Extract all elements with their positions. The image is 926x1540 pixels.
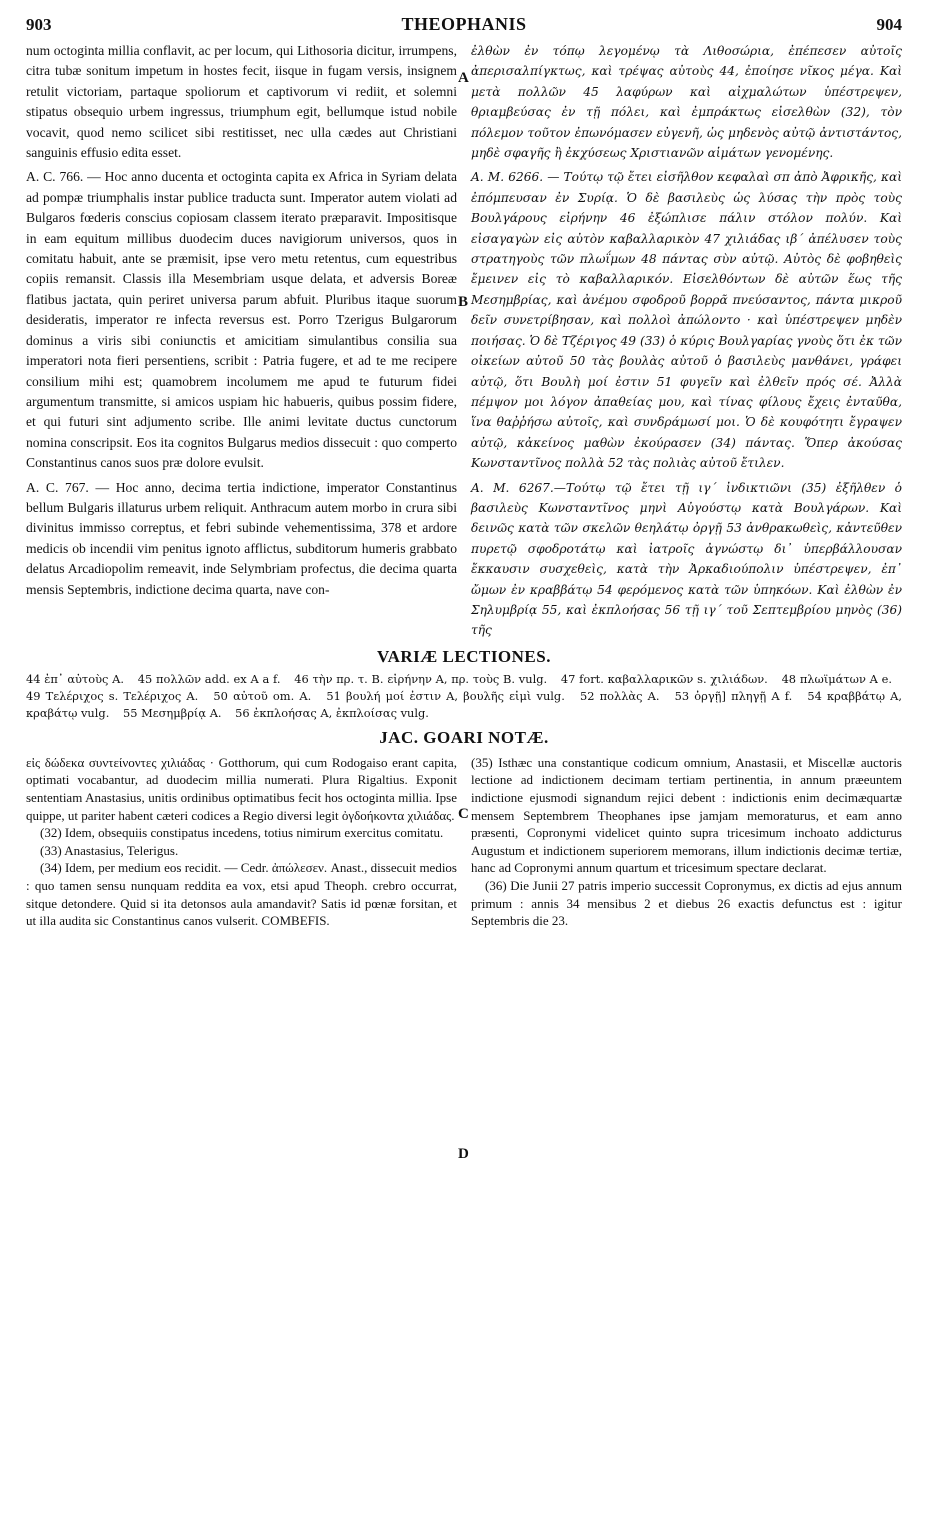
notes-title: JAC. GOARI NOTÆ.: [379, 727, 549, 747]
greek-paragraph: A. M. 6267.—Τούτῳ τῷ ἔτει τῇ ιγ΄ ἰνδικτιῶνι (35) ἐξῆλθεν ὁ βασιλεὺς Κωνσταντῖνος μηνὶ Αὐγούστῳ κατὰ Βουλγάρων. Καὶ δεινῶς κατὰ τῶν σκελῶν θεηλάτῳ ὀργῇ 53 ἀνθρακωθεὶς, κἀντεῦθεν πυρετῷ σφοδροτάτῳ καὶ ἰατροῖς ἀγνώστῳ δι᾽ ὑπερβάλλουσαν ἔκκαυσιν συσχεθεὶς, κατὰ τὴν Ἀρκαδιούπολιν ὑπέστρεψεν, ἐπ᾽ ὤμων ἐν κραββάτῳ 54 φερόμενος κατὰ τῶν ὑπηκόων. Καὶ ἐλθὼν ἐν Σηλυμβρίᾳ 55, καὶ ἐκπλοήσας 56 τῇ ιγ΄ τοῦ Σεπτεμβρίου μηνὸς (36) τῆς: [471, 480, 902, 638]
greek-column: [471, 41, 902, 641]
note-paragraph: (32) Idem, obsequiis constipatus incedens, totius nimirum exercitus comitatu.: [40, 825, 444, 841]
variant-reading: 44 ἐπ᾽ αὐτοὺς A.: [26, 671, 125, 686]
variant-reading: 54 κραββάτῳ A, κραβάτῳ vulg.: [26, 688, 902, 720]
variant-reading: 52 πολλὰς A.: [580, 688, 660, 703]
variae-title: VARIÆ LECTIONES.: [377, 646, 551, 666]
marker-d: D: [458, 1146, 469, 1162]
page-number-right: 904: [876, 15, 902, 34]
notes-right-column: [471, 754, 902, 930]
marker-b: B: [458, 294, 469, 310]
notes: [26, 754, 902, 930]
latin-column: [26, 41, 457, 641]
page-number-left: 903: [26, 15, 52, 34]
variant-reading: 49 Τελέριχος s. Τελέριχος A.: [26, 688, 199, 703]
marker-c: C: [458, 806, 469, 822]
note-paragraph: (34) Idem, per medium eos recidit. — Cedr. ἀπώλεσεν. Anast., dissecuit medios : quo tamen sensu nunquam reddita ea vox, etsi apud Theoph. crebro occurrat, sitque detondere. Quid si ita detonsos aula amandavit? Satis id pœnæ forsitan, et ut illa audita sic Constantinus canos vulserit. COMBEFIS.: [26, 860, 457, 929]
variant-reading: 53 ὀργῇ] πληγῇ A f.: [674, 688, 793, 703]
main-text: [26, 41, 902, 641]
variant-reading: 45 πολλῶν add. ex A a f.: [137, 671, 281, 686]
variant-reading: 50 αὐτοῦ om. A.: [213, 688, 312, 703]
greek-paragraph: A. M. 6266. — Τούτῳ τῷ ἔτει εἰσῆλθον κεφαλαὶ σπ ἀπὸ Ἀφρικῆς, καὶ ἐπόμπευσαν ἐν Συρίᾳ. Ὁ δὲ βασιλεὺς ὡς λύσας τὴν πρὸς τοὺς Βουλγάρους εἰρήνην 46 ἐξώπλισε πάλιν στόλον πολύν. Καὶ εἰσαγαγὼν εἰς αὐτὸν καβαλλαρικὸν 47 χιλιάδας ιβ΄ ἀπέλυσεν τοὺς στρατηγοὺς τῶν πλωΐμων 48 πάντας σὺν αὐτῷ. Αὐτὸς δὲ φοβηθεὶς ἔμεινεν εἰς τὸ καβαλλαρικόν. Εἰσελθόντων δὲ αὐτῶν ἕως τῆς Μεσημβρίας, καὶ ἀνέμου σφοδροῦ βορρᾶ πνεύσαντος, πάντα μικροῦ δεῖν συνετρίβησαν, καὶ πολλοὶ ἀπώλοντο · καὶ ὑπέστρεψεν μηδὲν ποιήσας. Ὁ δὲ Τζέριγος 49 (33) ὁ κύρις Βουλγαρίας γνοὺς ὅτι ἐκ τῶν οἰκείων αὐτοῦ 50 τὰς βουλὰς αὐτοῦ ὁ βασιλεὺς μανθάνει, γράφει αὐτῷ, ὅτι Βουλὴ μοί ἐστιν 51 φυγεῖν καὶ ἐλθεῖν πρός σέ. Ἀλλὰ πέμψον μοι λόγον ἀπαθείας μου, καὶ τίνας φίλους ἔχεις ἐνταῦθα, ἵνα θαῤῥήσω αὐτοῖς, καὶ συνδράμωσί μοι. Ὁ δὲ κουφότητι ἔγραψεν αὐτῷ, κἀκείνος μαθὼν ἐκούρασεν (34) πάντας. Ὅπερ ἀκούσας Κωνσταντῖνος πολλὰ 52 τὰς πολιὰς αὐτοῦ ἔτιλεν.: [471, 170, 902, 471]
marker-a: A: [458, 70, 469, 86]
latin-paragraph: A. C. 766. — Hoc anno ducenta et octoginta capita ex Africa in Syriam delata ad pompæ triumphalis instar publice traducta sunt. Imperator autem violati ad Bulgaros fœderis conscius copiosam classem iterato præparavit. Impositisque in eam equitum millibus duodecim duces navigiorum universos, quos in comitatu habuit, ante se præmisit, ipse vero metu retentus, cum equestribus copiis remansit. Classis illa Mesembriam usque delata, et adversis Boreæ flatibus jactata, quin periret universa parum abfuit. Pluribus itaque suorum desideratis, imperator re infecta reversus est. Porro Tzerigus Bulgarorum dominus a viris sibi coniunctis et amicitiam simulantibus consilia sua imperatori nota fieri persentiens, scribit : Patria fugere, et ad te me recipere consilium mihi est; quamobrem incolumem me apud te futurum fidei argumentum transmitte, si amicos uspiam hic habueris, quibus possim fidere, et qui futuri sint adjumento scribe. Ille animi levitate ductus cunctorum nomina conscripsit. Eos ita cognitos Bulgarus medios dissecuit : quo comperto Constantinus canos suos præ dolore evulsit.: [26, 169, 457, 471]
page-header: [26, 14, 902, 35]
note-paragraph: (33) Anastasius, Telerigus.: [40, 842, 179, 858]
variant-reading: 48 πλωϊμάτων A e.: [781, 671, 893, 686]
note-paragraph: (36) Die Junii 27 patris imperio successit Copronymus, ex dictis ad ejus annum primum : annis 34 mensibus 2 et diebus 26 exactis defunctus est : igitur Septembris die 23.: [471, 877, 902, 929]
variant-reading: 56 ἐκπλοήσας A, ἐκπλοίσας vulg.: [235, 705, 429, 720]
variant-reading: 47 fort. καβαλλαρικῶν s. χιλιάδων.: [560, 671, 768, 686]
variant-reading: 46 τὴν πρ. τ. B. εἰρήνην A, πρ. τοὺς B. vulg.: [294, 671, 548, 686]
variae-lectiones: [26, 671, 902, 722]
variant-reading: 51 βουλή μοί ἐστιν A, βουλῆς εἰμὶ vulg.: [326, 688, 565, 703]
latin-paragraph: num octoginta millia conflavit, ac per locum, qui Lithosoria dicitur, irrumpens, citra tubæ sonitum impetum in hostes fecit, iisque in fugam versis, insignem retulit victoriam, partaque spoliorum et captivorum vi rediit, et solemni stipatus obsequio urbem ingressus, triumphum egit, bellumque istud nobile vocavit, quod nemo scilicet sibi restitisset, nec ulla cædes aut Christiani sanguinis effusio edita esset.: [26, 43, 457, 161]
notes-left-column: [26, 754, 457, 930]
note-paragraph: (35) Isthæc una constantique codicum omnium, Anastasii, et Miscellæ auctoris lectione ad indictionem decimam tertiam pertinentia, in annum præeuntem indictione ejusmodi signandum rejici debent : indictionis enim decimæquartæ mensem Septembrem Theophanes ipse jamjam memoraturus, et eam anno præsenti, Copronymi videlicet quinto supra tricesimum inchoato addicturus Augustum et indictionem superiorem memorans, illum indictionis decimæ tertiæ, hanc ad Copronymi annum quartum et tricesimum spectare declarat.: [471, 754, 902, 876]
variant-reading: 55 Μεσημβρίᾳ A.: [122, 705, 222, 720]
page-title: THEOPHANIS: [401, 14, 527, 34]
greek-paragraph: ἐλθὼν ἐν τόπῳ λεγομένῳ τὰ Λιθοσώρια, ἐπέπεσεν αὐτοῖς ἀπερισαλπίγκτως, καὶ τρέψας αὐτοὺς 44, ἐποίησε νῖκος μέγα. Καὶ μετὰ πολλῶν 45 λαφύρων καὶ αἰχμαλώτων ὑπέστρεψεν, θριαμβεύσας ἐν τῇ πόλει, καὶ ἐμπράκτως εἰσελθὼν (32), τὸν πόλεμον τοῦτον ἐπωνόμασεν εὐγενῆ, ὡς μηδενὸς αὐτῷ ἀντιστάντος, μηδὲ σφαγῆς ἢ ἐκχύσεως Χριστιανῶν αἱμάτων γενομένης.: [471, 44, 902, 161]
note-paragraph: εἰς δώδεκα συντείνοντες χιλιάδας · Gotthorum, qui cum Rodogaiso erant capita, optimati vocabantur, ad duodecim millia numerati. Plura Rigaltius. Exponit sententiam Anastasius, unitis ordinibus optimatibus fecit hos octoginta millia. Ipse quippe, ut pariter habent cæteri codices a Regio diversi legit ὀγδοήκοντα χιλιάδας.: [26, 754, 457, 823]
latin-paragraph: A. C. 767. — Hoc anno, decima tertia indictione, imperator Constantinus bellum Bulgaris illaturus urbem reliquit. Anthracum autem morbo in crura sibi divinitus immisso correptus, et febri subinde vehementissima, 378 et ardore medicis ob incendii vim penitus ignoto afflictus, subditorum humeris grabbato delatus Arcadiopolim remeavit, inde Selymbriam profectus, die decima quarta mensis Septembris, indictione decima quarta, nave con-: [26, 479, 457, 597]
